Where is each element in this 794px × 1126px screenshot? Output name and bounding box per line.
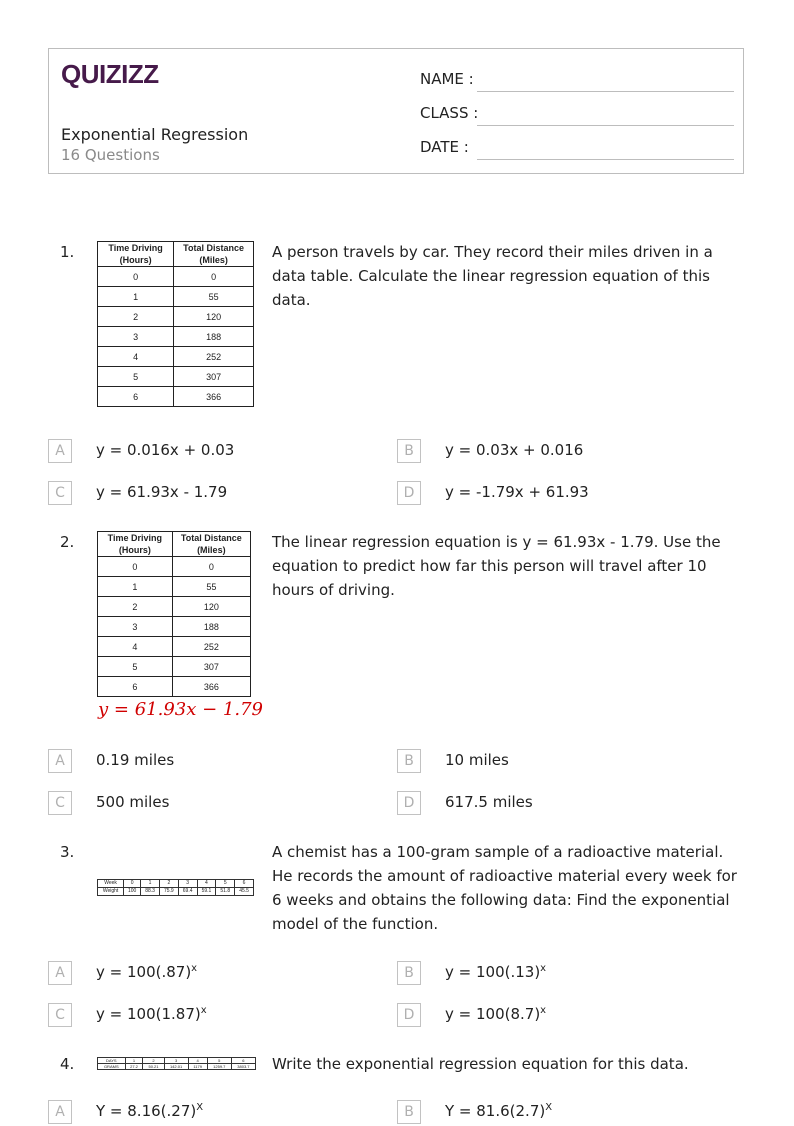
table-cell: 5: [98, 367, 174, 387]
table-cell: 2: [143, 1058, 164, 1064]
option-exponent: x: [540, 1005, 547, 1016]
table-cell: 120: [172, 597, 250, 617]
option-letter: C: [48, 791, 72, 815]
option-text: 10 miles: [445, 751, 509, 769]
table-cell: 50.21: [143, 1064, 164, 1070]
option-text: 500 miles: [96, 793, 170, 811]
question-2-number: 2.: [60, 533, 75, 551]
table-cell: 100: [124, 888, 141, 896]
table-cell: 1: [125, 1058, 143, 1064]
question-3-text: A chemist has a 100-gram sample of a radioactive material. He records the amount of radioactive material every week for 6 weeks and obtains the following data: Find the exponential model of the function.: [272, 843, 737, 933]
table-cell: 188: [174, 327, 254, 347]
question-count: 16 Questions: [61, 146, 160, 164]
option-text: y = 0.016x + 0.03: [96, 441, 235, 459]
question-4-number: 4.: [60, 1055, 75, 1073]
question-1-number: 1.: [60, 243, 75, 261]
option-letter: A: [48, 749, 72, 773]
option-text: [96, 1005, 207, 1023]
table-cell: 1179: [188, 1064, 207, 1070]
table-cell: 6: [231, 1058, 255, 1064]
question-4-table: [97, 1057, 256, 1070]
table-cell: 4: [188, 1058, 207, 1064]
option-letter: B: [397, 439, 421, 463]
table-cell: 5: [98, 657, 173, 677]
table-cell: 5: [216, 880, 235, 888]
option-letter: D: [397, 1003, 421, 1027]
table-cell: 2: [98, 307, 174, 327]
class-field[interactable]: [420, 100, 734, 126]
table-cell: 6: [235, 880, 254, 888]
option-text: y = 0.03x + 0.016: [445, 441, 584, 459]
name-label: NAME :: [420, 70, 474, 88]
worksheet-header: [48, 48, 744, 174]
question-3-table: [97, 879, 254, 896]
table-cell: 0: [172, 557, 250, 577]
option-letter: B: [397, 961, 421, 985]
table-header: Time Driving (Hours): [98, 242, 174, 267]
table-cell: 0: [98, 557, 173, 577]
option-exponent: x: [200, 1005, 207, 1016]
name-line: [477, 91, 734, 92]
option-letter: D: [397, 481, 421, 505]
table-cell: 1: [141, 880, 160, 888]
option-text: 617.5 miles: [445, 793, 533, 811]
question-2-table: [97, 531, 251, 697]
table-cell: Week: [98, 880, 124, 888]
table-cell: 45.5: [235, 888, 254, 896]
table-cell: 4: [98, 637, 173, 657]
question-2-text: The linear regression equation is y = 61.93x - 1.79. Use the equation to predict how far this person will travel after 10 hours of driving.: [272, 533, 721, 599]
option-letter: A: [48, 439, 72, 463]
table-cell: 3803.7: [231, 1064, 255, 1070]
option-base: y = 100(.13): [445, 963, 541, 981]
date-line: [477, 159, 734, 160]
worksheet-title: Exponential Regression: [61, 125, 249, 144]
table-cell: 5: [207, 1058, 231, 1064]
option-base: Y = 81.6(2.7): [445, 1102, 546, 1120]
table-cell: 3: [98, 617, 173, 637]
regression-equation: y = 61.93x − 1.79: [98, 699, 263, 720]
table-cell: Weight: [98, 888, 124, 896]
option-text: [445, 963, 546, 981]
table-cell: 3: [164, 1058, 188, 1064]
option-letter: A: [48, 961, 72, 985]
table-cell: 188: [172, 617, 250, 637]
option-exponent: x: [540, 963, 547, 974]
table-cell: 307: [174, 367, 254, 387]
option-exponent: X: [196, 1102, 204, 1113]
question-1-table: [97, 241, 254, 407]
option-text: [96, 1102, 203, 1120]
question-1-text: A person travels by car. They record their miles driven in a data table. Calculate the linear regression equation of this data.: [272, 243, 713, 309]
option-letter: A: [48, 1100, 72, 1124]
option-text: [96, 963, 197, 981]
table-cell: 6: [98, 387, 174, 407]
option-letter: C: [48, 481, 72, 505]
table-header: Time Driving (Hours): [98, 532, 173, 557]
table-cell: 120: [174, 307, 254, 327]
class-label: CLASS :: [420, 104, 479, 122]
option-letter: C: [48, 1003, 72, 1027]
option-text: 0.19 miles: [96, 751, 175, 769]
table-cell: 366: [172, 677, 250, 697]
option-text: [445, 1005, 546, 1023]
table-cell: 3: [178, 880, 197, 888]
table-cell: 27.2: [125, 1064, 143, 1070]
date-label: DATE :: [420, 138, 469, 156]
table-cell: 75.9: [159, 888, 178, 896]
option-text: y = 61.93x - 1.79: [96, 483, 228, 501]
date-field[interactable]: [420, 134, 734, 160]
table-cell: 1: [98, 287, 174, 307]
table-cell: 55: [174, 287, 254, 307]
question-4-text: Write the exponential regression equation for this data.: [272, 1055, 689, 1073]
table-cell: 3: [98, 327, 174, 347]
table-header: Total Distance (Miles): [174, 242, 254, 267]
table-cell: 1: [98, 577, 173, 597]
option-text: [445, 1102, 552, 1120]
table-cell: 0: [124, 880, 141, 888]
table-cell: 1259.7: [207, 1064, 231, 1070]
table-cell: 252: [174, 347, 254, 367]
option-text: y = -1.79x + 61.93: [445, 483, 589, 501]
class-line: [477, 125, 734, 126]
table-cell: 0: [174, 267, 254, 287]
table-cell: 4: [197, 880, 216, 888]
option-letter: B: [397, 749, 421, 773]
option-letter: D: [397, 791, 421, 815]
option-exponent: x: [191, 963, 198, 974]
name-field[interactable]: [420, 66, 734, 92]
quizizz-logo: QUIZIZZ: [61, 59, 159, 89]
table-header: Total Distance (Miles): [172, 532, 250, 557]
option-base: y = 100(1.87): [96, 1005, 201, 1023]
table-cell: 6: [98, 677, 173, 697]
question-3-number: 3.: [60, 843, 75, 861]
table-cell: 2: [159, 880, 178, 888]
table-cell: GRAMS: [98, 1064, 126, 1070]
table-cell: DAYS: [98, 1058, 126, 1064]
table-cell: 366: [174, 387, 254, 407]
table-cell: 88.3: [141, 888, 160, 896]
table-cell: 51.8: [216, 888, 235, 896]
table-cell: 69.4: [178, 888, 197, 896]
option-base: y = 100(.87): [96, 963, 192, 981]
table-cell: 4: [98, 347, 174, 367]
table-cell: 55: [172, 577, 250, 597]
option-letter: B: [397, 1100, 421, 1124]
table-cell: 2: [98, 597, 173, 617]
table-cell: 142.01: [164, 1064, 188, 1070]
option-exponent: X: [545, 1102, 553, 1113]
table-cell: 252: [172, 637, 250, 657]
table-cell: 59.1: [197, 888, 216, 896]
option-base: y = 100(8.7): [445, 1005, 541, 1023]
table-cell: 307: [172, 657, 250, 677]
option-base: Y = 8.16(.27): [96, 1102, 197, 1120]
table-cell: 0: [98, 267, 174, 287]
